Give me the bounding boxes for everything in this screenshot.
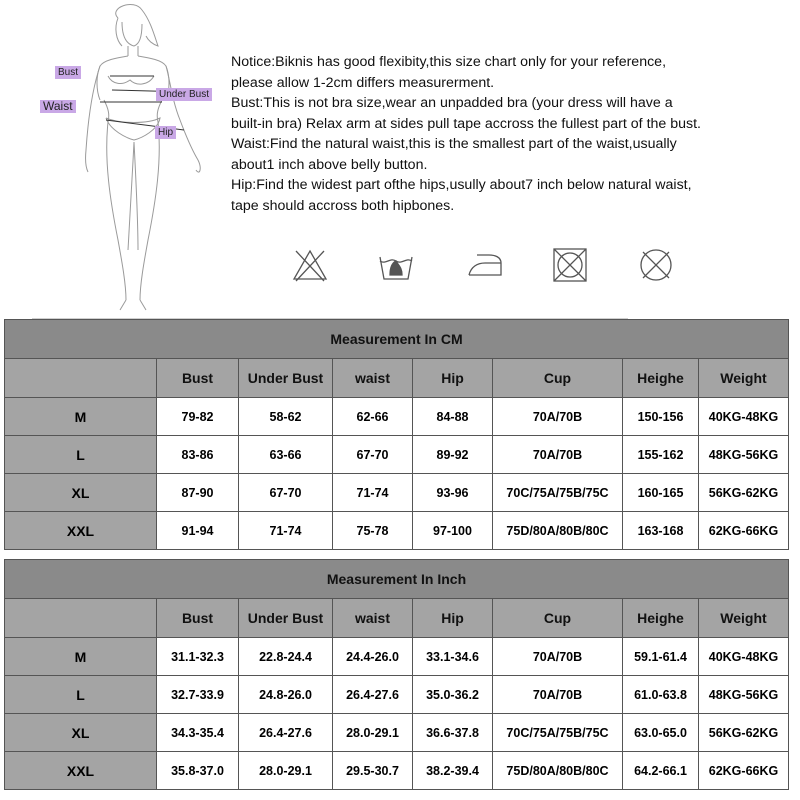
table-cell: 56KG-62KG — [699, 474, 789, 512]
table-cell: 70A/70B — [493, 676, 623, 714]
table-cell: 70C/75A/75B/75C — [493, 474, 623, 512]
notice-line: about1 inch above belly button. — [231, 156, 428, 173]
body-measurement-figure — [30, 0, 240, 316]
do-not-bleach-icon — [290, 245, 330, 285]
table-cell: 67-70 — [333, 436, 413, 474]
table-header-row — [5, 599, 789, 638]
size-notice — [231, 52, 791, 216]
size-table-cm — [4, 319, 789, 550]
table-cell: 28.0-29.1 — [239, 752, 333, 790]
table-cell: 87-90 — [157, 474, 239, 512]
header-cell: Cup — [493, 359, 623, 398]
do-not-tumble-dry-icon — [550, 245, 590, 285]
table-cell: 58-62 — [239, 398, 333, 436]
table-cell: 70A/70B — [493, 638, 623, 676]
table-cell: 35.8-37.0 — [157, 752, 239, 790]
size-cell: XXL — [5, 752, 157, 790]
header-cell: Cup — [493, 599, 623, 638]
table-cell: 56KG-62KG — [699, 714, 789, 752]
header-cell: Heighe — [623, 599, 699, 638]
table-cell: 63-66 — [239, 436, 333, 474]
table-cell: 160-165 — [623, 474, 699, 512]
table-cell: 83-86 — [157, 436, 239, 474]
table-cell: 84-88 — [413, 398, 493, 436]
table-cell: 97-100 — [413, 512, 493, 550]
notice-line: built-in bra) Relax arm at sides pull tape accross the fullest part of the bust. — [231, 115, 701, 132]
header-cell: Under Bust — [239, 599, 333, 638]
size-cell: XXL — [5, 512, 157, 550]
table-cell: 36.6-37.8 — [413, 714, 493, 752]
notice-line: Bust:This is not bra size,wear an unpadded bra (your dress will have a — [231, 95, 673, 111]
table-row — [5, 676, 789, 714]
table-cell: 62KG-66KG — [699, 512, 789, 550]
size-cell: M — [5, 638, 157, 676]
table-cell: 70A/70B — [493, 398, 623, 436]
table-cell: 40KG-48KG — [699, 638, 789, 676]
table-cell: 48KG-56KG — [699, 676, 789, 714]
header-cell: Hip — [413, 359, 493, 398]
table-cell: 32.7-33.9 — [157, 676, 239, 714]
table-cell: 163-168 — [623, 512, 699, 550]
hip-label: Hip — [155, 126, 176, 139]
header-cell: Bust — [157, 359, 239, 398]
table-row — [5, 398, 789, 436]
table-row — [5, 474, 789, 512]
header-cell — [5, 359, 157, 398]
table-cell: 48KG-56KG — [699, 436, 789, 474]
header-cell: Hip — [413, 599, 493, 638]
notice-line: Hip:Find the widest part ofthe hips,usully about7 inch below natural waist, — [231, 177, 692, 193]
table-title: Measurement In Inch — [5, 560, 789, 599]
do-not-dry-clean-icon — [636, 245, 676, 285]
table-cell: 26.4-27.6 — [239, 714, 333, 752]
table-cell: 75-78 — [333, 512, 413, 550]
table-cell: 28.0-29.1 — [333, 714, 413, 752]
table-cell: 29.5-30.7 — [333, 752, 413, 790]
table-cell: 71-74 — [333, 474, 413, 512]
size-cell: L — [5, 436, 157, 474]
table-cell: 63.0-65.0 — [623, 714, 699, 752]
table-row — [5, 436, 789, 474]
table-cell: 38.2-39.4 — [413, 752, 493, 790]
table-cell: 70C/75A/75B/75C — [493, 714, 623, 752]
waist-label: Waist — [40, 100, 76, 113]
table-cell: 75D/80A/80B/80C — [493, 512, 623, 550]
table-cell: 155-162 — [623, 436, 699, 474]
header-cell: waist — [333, 599, 413, 638]
table-title: Measurement In CM — [5, 320, 789, 359]
table-row — [5, 752, 789, 790]
table-cell: 91-94 — [157, 512, 239, 550]
table-cell: 62KG-66KG — [699, 752, 789, 790]
table-cell: 64.2-66.1 — [623, 752, 699, 790]
table-cell: 34.3-35.4 — [157, 714, 239, 752]
notice-line: Waist:Find the natural waist,this is the smallest part of the waist,usually — [231, 136, 677, 152]
table-cell: 75D/80A/80B/80C — [493, 752, 623, 790]
size-cell: L — [5, 676, 157, 714]
bust-label: Bust — [55, 66, 81, 79]
header-cell: waist — [333, 359, 413, 398]
header-cell: Bust — [157, 599, 239, 638]
table-cell: 24.4-26.0 — [333, 638, 413, 676]
header-cell: Weight — [699, 359, 789, 398]
fashion-sketch-icon — [30, 0, 240, 316]
under-bust-label: Under Bust — [156, 88, 212, 101]
table-cell: 150-156 — [623, 398, 699, 436]
table-cell: 93-96 — [413, 474, 493, 512]
size-cell: XL — [5, 714, 157, 752]
table-cell: 22.8-24.4 — [239, 638, 333, 676]
table-row — [5, 638, 789, 676]
header-cell: Under Bust — [239, 359, 333, 398]
hand-wash-icon — [376, 245, 416, 285]
table-cell: 24.8-26.0 — [239, 676, 333, 714]
table-cell: 67-70 — [239, 474, 333, 512]
table-cell: 26.4-27.6 — [333, 676, 413, 714]
notice-line: please allow 1-2cm differs measurerment. — [231, 74, 495, 91]
table-cell: 33.1-34.6 — [413, 638, 493, 676]
header-cell: Weight — [699, 599, 789, 638]
table-cell: 71-74 — [239, 512, 333, 550]
notice-line: tape should accross both hipbones. — [231, 197, 455, 214]
size-cell: XL — [5, 474, 157, 512]
size-cell: M — [5, 398, 157, 436]
header-cell: Heighe — [623, 359, 699, 398]
table-cell: 62-66 — [333, 398, 413, 436]
table-cell: 31.1-32.3 — [157, 638, 239, 676]
table-cell: 61.0-63.8 — [623, 676, 699, 714]
table-cell: 35.0-36.2 — [413, 676, 493, 714]
table-cell: 40KG-48KG — [699, 398, 789, 436]
size-table-inch — [4, 559, 789, 790]
iron-icon — [465, 245, 505, 285]
table-cell: 70A/70B — [493, 436, 623, 474]
table-cell: 89-92 — [413, 436, 493, 474]
table-row — [5, 714, 789, 752]
table-header-row — [5, 359, 789, 398]
table-row — [5, 512, 789, 550]
table-cell: 79-82 — [157, 398, 239, 436]
table-cell: 59.1-61.4 — [623, 638, 699, 676]
notice-line: Notice:Biknis has good flexibity,this size chart only for your reference, — [231, 54, 667, 70]
header-cell — [5, 599, 157, 638]
